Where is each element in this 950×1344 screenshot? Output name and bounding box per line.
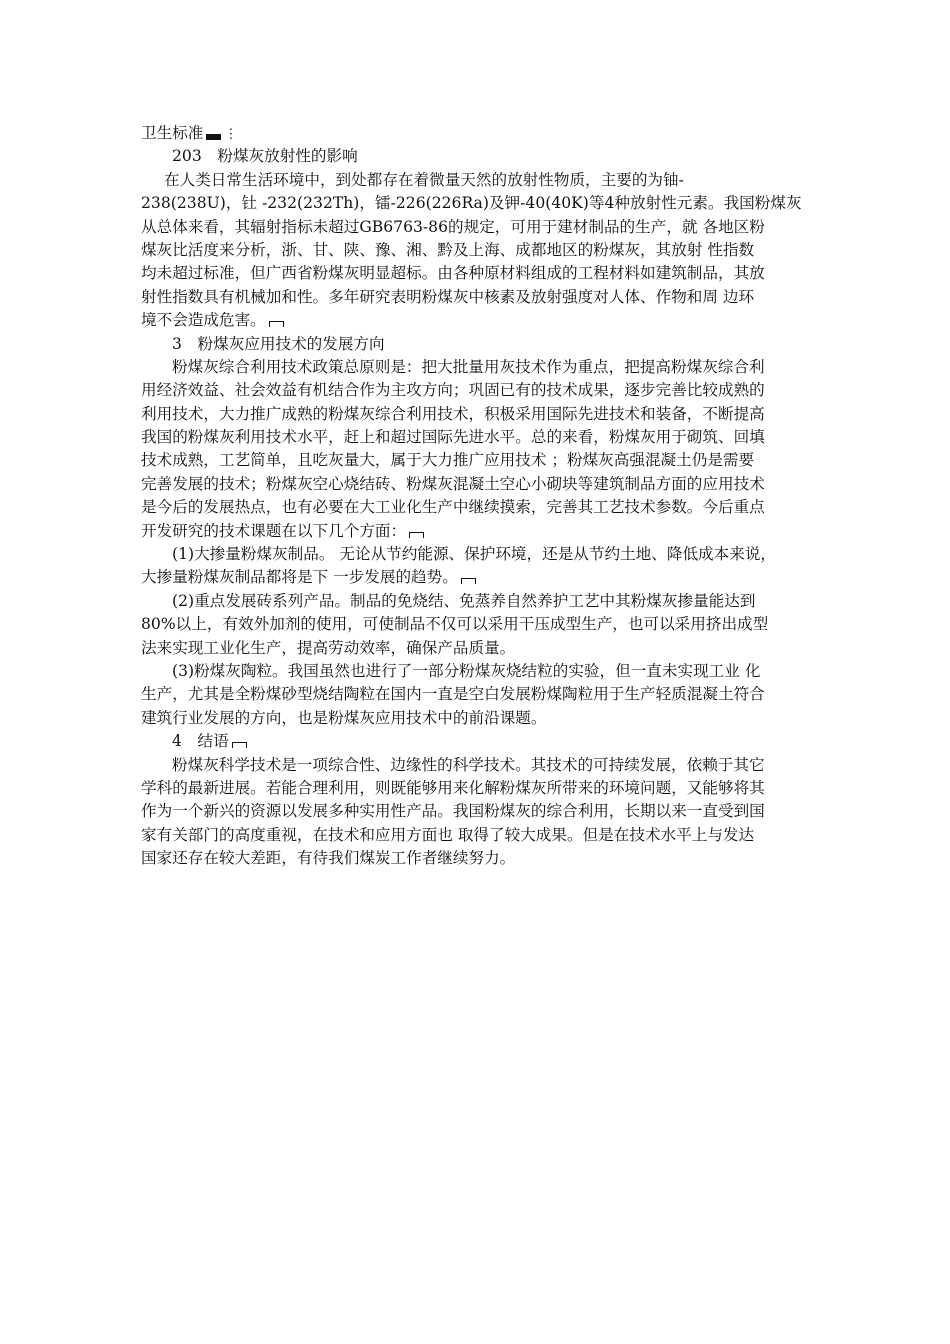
text-line — [141, 660, 831, 683]
line-text: 射性指数具有机械加和性。多年研究表明粉煤灰中核素及放射强度对人体、作物和周 边环 — [141, 287, 755, 306]
text-line — [141, 683, 831, 706]
line-text: (1)大掺量粉煤灰制品。 无论从节约能源、保护环境，还是从节约土地、降低成本来说， — [172, 545, 777, 564]
line-text: 238(238U)，钍 -232(232Th)，镭-226(226Ra)及钾-40(40K)等4种放射性元素。我国粉煤灰 — [141, 194, 802, 213]
text-line — [141, 566, 831, 589]
line-text: 完善发展的技术；粉煤灰空心烧结砖、粉煤灰混凝土空心小砌块等建筑制品方面的应用技术 — [141, 474, 765, 493]
text-line — [141, 356, 831, 379]
line-text: 利用技术，大力推广成熟的粉煤灰综合利用技术，积极采用国际先进技术和装备，不断提高 — [141, 404, 765, 423]
text-line — [141, 262, 831, 285]
text-line — [141, 800, 831, 823]
text-line — [141, 707, 831, 730]
line-text: 在人类日常生活环境中，到处都存在着微量天然的放射性物质，主要的为铀- — [164, 170, 684, 189]
line-text: 卫生标准 — [141, 124, 204, 142]
text-line — [141, 122, 831, 145]
text-line — [141, 426, 831, 449]
line-text: (3)粉煤灰陶粒。我国虽然也进行了一部分粉煤灰烧结粒的实验，但一直未实现工业 化 — [172, 661, 761, 680]
text-line — [141, 754, 831, 777]
paragraph-mark-icon — [461, 578, 476, 584]
line-text: 均未超过标准，但广西省粉煤灰明显超标。由各种原材料组成的工程材料如建筑制品，其放 — [141, 264, 765, 283]
line-text: 80%以上，有效外加剂的使用，可使制品不仅可以采用干压成型生产，也可以采用挤出成型 — [141, 615, 769, 634]
text-line — [141, 847, 831, 870]
line-text: 我国的粉煤灰利用技术水平，赶上和超过国际先进水平。总的来看，粉煤灰用于砌筑、回填 — [141, 428, 765, 447]
text-line — [141, 543, 831, 566]
text-line — [141, 520, 831, 543]
line-text: 家有关部门的高度重视，在技术和应用方面也 取得了较大成果。但是在技术水平上与发达 — [141, 825, 755, 844]
text-line — [141, 192, 831, 215]
line-text: 3 粉煤灰应用技术的发展方向 — [172, 334, 385, 353]
line-text: 技术成熟，工艺简单，且吃灰量大，属于大力推广应用技术 ；粉煤灰高强混凝土仍是需要 — [141, 451, 755, 470]
text-line — [141, 286, 831, 309]
paragraph-mark-icon — [232, 742, 247, 748]
line-text: 203 粉煤灰放射性的影响 — [172, 147, 358, 166]
text-line — [141, 473, 831, 496]
line-text: 境不会造成危害。 — [141, 311, 266, 330]
text-line — [141, 216, 831, 239]
text-line — [141, 777, 831, 800]
text-line — [141, 449, 831, 472]
text-line — [141, 730, 831, 753]
line-text: 建筑行业发展的方向，也是粉煤灰应用技术中的前沿课题。 — [141, 708, 547, 727]
paragraph-mark-icon — [409, 532, 424, 538]
line-text: 法来实现工业化生产，提高劳动效率，确保产品质量。 — [141, 638, 516, 657]
line-text: 国家还存在较大差距，有待我们煤炭工作者继续努力。 — [141, 849, 516, 868]
text-line — [141, 333, 831, 356]
line-text: 作为一个新兴的资源以发展多种实用性产品。我国粉煤灰的综合利用，长期以来一直受到国 — [141, 802, 765, 821]
text-line — [141, 613, 831, 636]
line-suffix: ⋮ — [224, 127, 238, 142]
text-line — [141, 403, 831, 426]
paragraph-mark-icon — [206, 134, 221, 140]
line-text: 是今后的发展热点，也有必要在大工业化生产中继续摸索，完善其工艺技术参数。今后重点 — [141, 498, 765, 517]
text-line — [141, 309, 831, 332]
line-text: 从总体来看，其辐射指标未超过GB6763-86的规定，可用于建材制品的生产，就 各地区粉 — [141, 217, 765, 236]
line-text: 大掺量粉煤灰制品都将是下 一步发展的趋势。 — [141, 568, 458, 587]
line-text: 用经济效益、社会效益有机结合作为主攻方向；巩固已有的技术成果，逐步完善比较成熟的 — [141, 381, 765, 400]
line-text: 学科的最新进展。若能合理利用，则既能够用来化解粉煤灰所带来的环境问题，又能够将其 — [141, 778, 765, 797]
line-text: 煤灰比活度来分析，浙、甘、陕、豫、湘、黔及上海、成都地区的粉煤灰，其放射 性指数 — [141, 240, 755, 259]
text-line — [141, 169, 831, 192]
document-body — [141, 122, 831, 871]
line-text: (2)重点发展砖系列产品。制品的免烧结、免蒸养自然养护工艺中其粉煤灰掺量能达到 — [172, 591, 756, 610]
text-line — [141, 824, 831, 847]
text-line — [141, 590, 831, 613]
text-line — [141, 637, 831, 660]
line-text: 4 结语 — [172, 732, 229, 751]
text-line — [141, 379, 831, 402]
line-text: 生产，尤其是全粉煤砂型烧结陶粒在国内一直是空白发展粉煤陶粒用于生产轻质混凝土符合 — [141, 685, 765, 704]
line-text: 粉煤灰科学技术是一项综合性、边缘性的科学技术。其技术的可持续发展，依赖于其它 — [172, 755, 765, 774]
text-line — [141, 239, 831, 262]
paragraph-mark-icon — [269, 321, 284, 327]
text-line — [141, 496, 831, 519]
text-line — [141, 145, 831, 168]
line-text: 粉煤灰综合利用技术政策总原则是：把大批量用灰技术作为重点，把提高粉煤灰综合利 — [172, 357, 765, 376]
line-text: 开发研究的技术课题在以下几个方面： — [141, 521, 407, 540]
